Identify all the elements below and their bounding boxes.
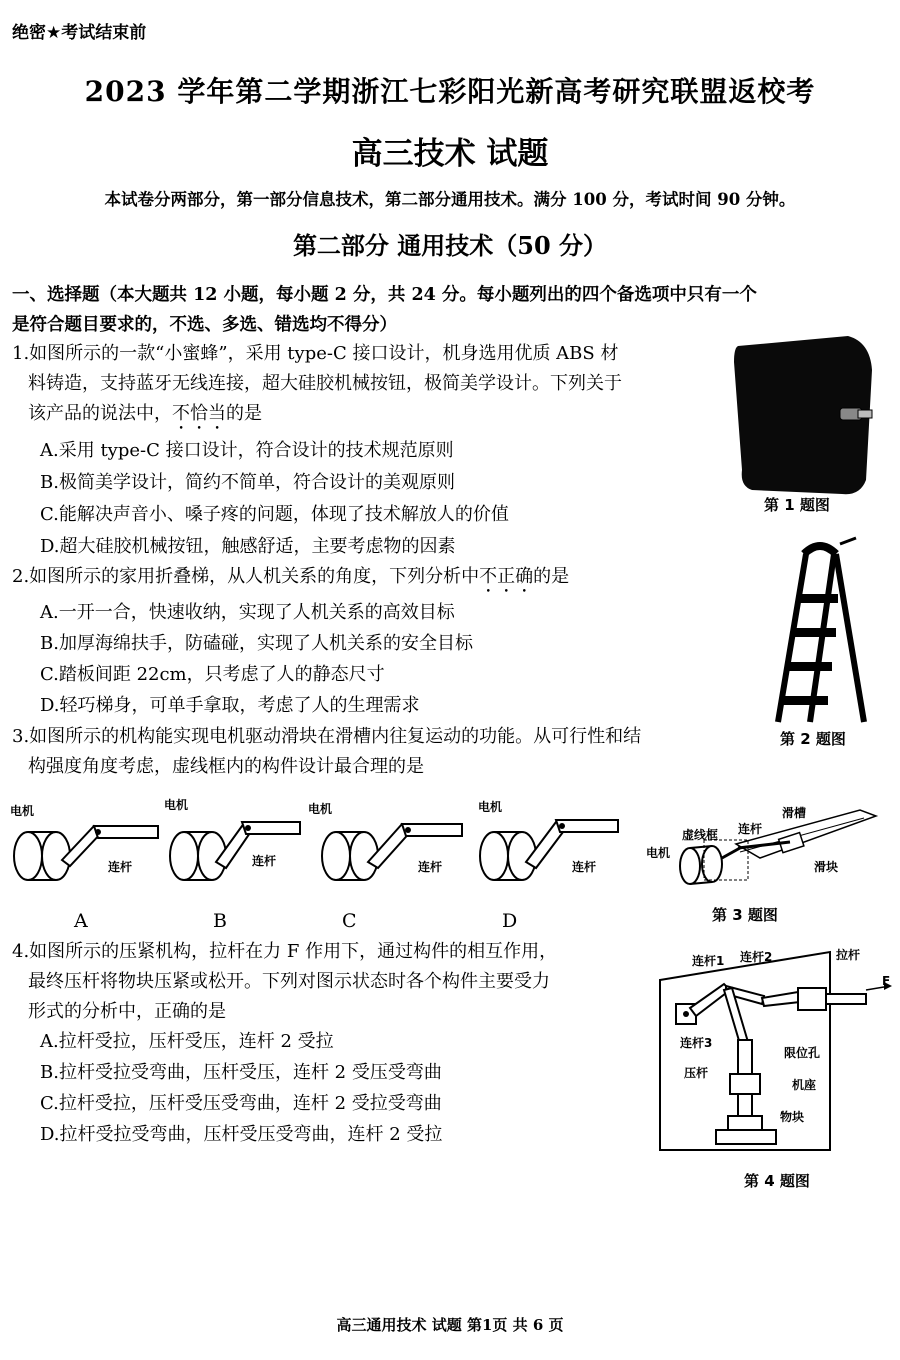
q1-line-3-post: 的是 <box>226 403 262 424</box>
q1-speaker-figure <box>730 330 890 500</box>
exam-info: 本试卷分两部分，第一部分信息技术，第二部分通用技术。满分 100 分，考试时间 90 分钟。 <box>104 190 796 209</box>
limit-hole-block <box>730 1074 760 1094</box>
q1-caption: 第 1 题图 <box>764 496 830 514</box>
exam-subtitle: 高三技术 试题 <box>351 136 549 172</box>
ladder-step-3 <box>786 662 832 671</box>
motor-main <box>680 848 700 884</box>
q3-dashed-label: 虚线框 <box>682 828 719 842</box>
q3-slider-label: 滑块 <box>814 860 839 874</box>
q1-line-3-pre: 该产品的说法中， <box>28 403 172 424</box>
q4-hole-label: 限位孔 <box>784 1046 821 1060</box>
q2-emphasis: 不正确 <box>479 566 534 587</box>
page-footer: 高三通用技术 试题 第1页 共 6 页 <box>336 1316 564 1334</box>
q4-option-c: C.拉杆受拉，压杆受压受弯曲，连杆 2 受拉受弯曲 <box>40 1093 442 1114</box>
q4-pull-label: 拉杆 <box>836 948 861 962</box>
q3-letter-c: C <box>342 910 357 932</box>
ladder-step-1 <box>798 594 838 603</box>
q3-mechanism-figure <box>640 800 895 900</box>
rod-d <box>556 820 618 832</box>
q3-main-rod-label: 连杆 <box>738 822 763 836</box>
ladder-step-2 <box>792 628 836 637</box>
ladder-rear-leg <box>836 554 864 722</box>
q2-option-a: A.一开一合，快速收纳，实现了人机关系的高效目标 <box>40 602 455 623</box>
q2-option-b: B.加厚海绵扶手，防磕碰，实现了人机关系的安全目标 <box>40 633 473 654</box>
q3-a-rod-label: 连杆 <box>108 860 133 874</box>
q3-b-motor-label: 电机 <box>164 798 189 812</box>
q1-line-3 <box>12 399 732 434</box>
question-2 <box>12 562 732 597</box>
q4-base-label: 机座 <box>792 1078 817 1092</box>
rod-a <box>94 826 158 838</box>
q1-options <box>40 436 720 562</box>
q3-line-1: 3.如图所示的机构能实现电机驱动滑块在滑槽内往复运动的功能。从可行性和结 <box>12 726 642 747</box>
q3-letter-d: D <box>502 910 518 932</box>
q4-option-b: B.拉杆受拉受弯曲，压杆受压，连杆 2 受压受弯曲 <box>40 1062 442 1083</box>
q4-link3-label: 连杆3 <box>680 1036 713 1050</box>
q4-link2-label: 连杆2 <box>740 950 773 964</box>
q3-d-rod-label: 连杆 <box>572 860 597 874</box>
q4-line-3: 形式的分析中，正确的是 <box>28 1001 226 1022</box>
plug-tip <box>858 410 872 418</box>
q1-option-c: C.能解决声音小、嗓子疼的问题，体现了技术解放人的价值 <box>40 504 509 525</box>
q3-c-rod-label: 连杆 <box>418 860 443 874</box>
q3-letter-b: B <box>213 910 227 932</box>
q2-option-d: D.轻巧梯身，可单手拿取，考虑了人的生理需求 <box>40 695 420 716</box>
question-1 <box>12 339 732 434</box>
q4-link1-label: 连杆1 <box>692 954 725 968</box>
motor-b <box>170 832 198 880</box>
q3-main-motor-label: 电机 <box>646 846 671 860</box>
section-line-1: 一、选择题（本大题共 12 小题，每小题 2 分，共 24 分。每小题列出的四个备选项中只有一个 <box>12 285 757 305</box>
q3-option-c-figure <box>312 796 467 896</box>
section-line-2: 是符合题目要求的，不选、多选、错选均不得分） <box>12 315 397 335</box>
ladder-step-4 <box>780 696 828 705</box>
base-pad <box>716 1130 776 1144</box>
q2-ladder-figure <box>770 536 870 726</box>
q3-d-motor-label: 电机 <box>478 800 503 814</box>
q1-option-d: D.超大硅胶机械按钮，触感舒适，主要考虑物的因素 <box>40 536 456 557</box>
q3-slot-label: 滑槽 <box>782 806 807 820</box>
pull-rod <box>826 994 866 1004</box>
q4-block-label: 物块 <box>780 1110 805 1124</box>
q4-option-d: D.拉杆受拉受弯曲，压杆受压受弯曲，连杆 2 受拉 <box>40 1124 443 1145</box>
q2-caption: 第 2 题图 <box>780 730 846 748</box>
q1-line-1: 1.如图所示的一款“小蜜蜂”，采用 type-C 接口设计，机身选用优质 ABS 材 <box>12 343 619 364</box>
q1-emphasis: 不恰当 <box>172 403 226 424</box>
confidential-label: 绝密★考试结束前 <box>12 23 147 43</box>
q2-option-c: C.踏板间距 22cm，只考虑了人的静态尺寸 <box>40 664 385 685</box>
q2-pre: 2.如图所示的家用折叠梯，从人机关系的角度，下列分析中 <box>12 566 480 587</box>
q3-c-motor-label: 电机 <box>308 802 333 816</box>
q3-b-rod-label: 连杆 <box>252 854 277 868</box>
q4-option-a: A.拉杆受拉，压杆受压，连杆 2 受拉 <box>40 1031 334 1052</box>
q4-press-label: 压杆 <box>684 1066 709 1080</box>
q3-line-2: 构强度角度考虑，虚线框内的构件设计最合理的是 <box>28 756 424 777</box>
exam-title: 2023 学年第二学期浙江七彩阳光新高考研究联盟返校考 <box>84 75 816 108</box>
q2-options <box>40 598 720 721</box>
block-item <box>728 1116 762 1130</box>
question-4 <box>12 937 652 1027</box>
q4-caption: 第 4 题图 <box>744 1172 810 1190</box>
q2-post: 的是 <box>533 566 570 587</box>
question-3 <box>12 722 772 782</box>
motor-d <box>480 832 508 880</box>
q3-caption: 第 3 题图 <box>712 906 778 924</box>
q4-force-label: F <box>882 974 891 988</box>
ladder-handle <box>804 546 836 554</box>
q1-option-b: B.极简美学设计，简约不简单，符合设计的美观原则 <box>40 472 455 493</box>
q4-line-2: 最终压杆将物块压紧或松开。下列对图示状态时各个构件主要受力 <box>28 971 550 992</box>
part-heading: 第二部分 通用技术（50 分） <box>292 231 608 260</box>
motor-c <box>322 832 350 880</box>
q1-line-2: 料铸造，支持蓝牙无线连接，超大硅胶机械按钮，极简美学设计。下列关于 <box>28 373 622 394</box>
q3-a-motor-label: 电机 <box>10 804 35 818</box>
q4-line-1: 4.如图所示的压紧机构，拉杆在力 F 作用下，通过构件的相互作用， <box>12 941 558 962</box>
q4-options <box>40 1027 660 1150</box>
guide-block <box>798 988 826 1010</box>
q1-option-a: A.采用 type-C 接口设计，符合设计的技术规范原则 <box>40 440 454 461</box>
ladder-hook <box>840 538 856 544</box>
q3-letter-a: A <box>74 910 88 932</box>
